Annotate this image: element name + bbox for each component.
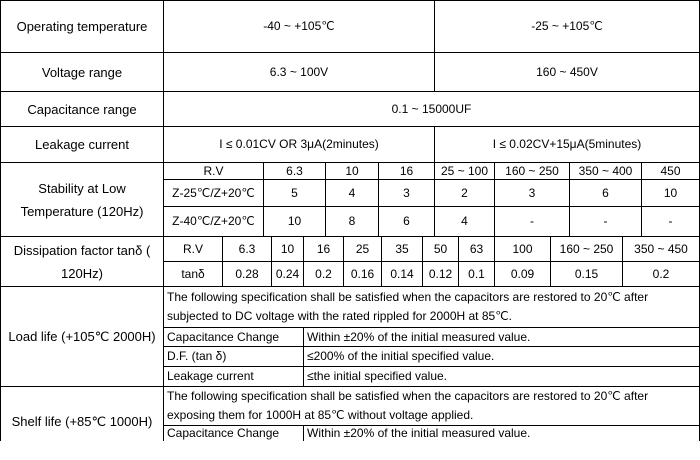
stability-row1-cell: 5	[291, 185, 298, 200]
stability-row2-cell: 6	[403, 214, 410, 228]
stability-row2-cell: -	[668, 214, 673, 228]
dissipation-value-cell: 0.28	[235, 266, 259, 281]
stability-row2-cell: 10	[287, 214, 302, 228]
dissipation-header-cell: 160 ~ 250	[559, 241, 614, 256]
stability-row2-cell: -	[603, 214, 608, 228]
stability-header-cell: 10	[345, 163, 359, 178]
dissipation-value-cell: 0.16	[350, 266, 375, 281]
row-label-load-life: Load life (+105℃ 2000H)	[8, 329, 156, 344]
dissipation-header-cell: 6.3	[238, 241, 256, 256]
stability-row2-cell: Z-40℃/Z+20℃	[172, 214, 255, 228]
load-life-item-name: D.F. (tan δ)	[167, 349, 227, 363]
dissipation-header-cell: 10	[280, 241, 295, 256]
load-life-item-value: ≤200% of the initial specified value.	[307, 349, 495, 363]
voltage-range-low: 6.3 ~ 100V	[269, 64, 329, 79]
dissipation-value-cell: tanδ	[181, 266, 205, 281]
stability-header-cell: 6.3	[286, 163, 303, 178]
dissipation-value-cell: 0.09	[510, 266, 535, 281]
load-life-item-name: Leakage current	[167, 369, 254, 383]
dissipation-value-cell: 0.2	[652, 266, 670, 281]
dissipation-header-cell: 16	[316, 241, 331, 256]
dissipation-value-cell: 0.14	[390, 266, 414, 281]
operating-temperature-high-voltage: -25 ~ +105℃	[531, 19, 603, 33]
dissipation-header-cell: 50	[433, 241, 448, 256]
dissipation-value-cell: 0.2	[315, 266, 332, 281]
leakage-current-high-voltage: I ≤ 0.02CV+15μA(5minutes)	[492, 137, 642, 151]
dissipation-header-cell: 63	[469, 241, 484, 256]
load-life-description: The following specification shall be satisfied when the capacitors are restored to 20℃ after subjected to DC voltage with the rated rippled for 2000H at 85℃.	[167, 290, 649, 323]
stability-header-cell: R.V	[203, 163, 224, 178]
stability-row1-cell: 6	[602, 185, 609, 200]
shelf-life-description: The following specification shall be satisfied when the capacitors are restored to 20℃ after exposing them for 1000H at 85℃ without voltage applied.	[167, 389, 649, 422]
stability-header-cell: 25 ~ 100	[440, 163, 489, 178]
dissipation-value-cell: 0.12	[428, 266, 453, 281]
row-label-voltage-range: Voltage range	[41, 64, 123, 80]
dissipation-header-cell: 350 ~ 450	[634, 241, 688, 256]
capacitance-range-value: 0.1 ~ 15000UF	[391, 101, 472, 116]
row-label-operating-temperature: Operating temperature	[16, 19, 148, 34]
stability-header-cell: 350 ~ 400	[578, 163, 633, 178]
load-life-item-name: Capacitance Change	[167, 329, 280, 344]
voltage-range-high: 160 ~ 450V	[536, 64, 598, 79]
load-life-item-value: ≤the initial specified value.	[307, 369, 447, 383]
row-label-dissipation-factor: Dissipation factor tanδ ( 120Hz)	[13, 242, 151, 281]
stability-row1-cell: 3	[528, 185, 536, 200]
shelf-life-item-value: Within ±20% of the initial measured value.	[307, 426, 531, 440]
dissipation-value-cell: 0.24	[275, 266, 300, 281]
stability-row2-cell: 8	[348, 214, 356, 228]
row-label-leakage-current: Leakage current	[35, 137, 129, 152]
stability-header-cell: 450	[660, 163, 681, 178]
stability-row2-cell: -	[530, 214, 534, 228]
stability-row1-cell: 2	[461, 185, 468, 200]
dissipation-header-cell: 35	[395, 241, 409, 256]
dissipation-header-cell: R.V	[182, 241, 203, 256]
dissipation-value-cell: 0.1	[468, 266, 485, 281]
stability-row2-cell: 4	[461, 214, 468, 228]
shelf-life-item-name: Capacitance Change	[167, 426, 280, 440]
row-label-capacitance-range: Capacitance range	[27, 101, 137, 117]
load-life-item-value: Within ±20% of the initial measured value.	[307, 329, 531, 344]
stability-row1-cell: 3	[403, 185, 410, 200]
row-label-shelf-life: Shelf life (+85℃ 1000H)	[11, 414, 153, 429]
stability-header-cell: 160 ~ 250	[505, 163, 559, 178]
dissipation-header-cell: 25	[355, 241, 370, 256]
dissipation-header-cell: 100	[512, 241, 533, 256]
stability-row1-cell: 4	[348, 185, 356, 200]
row-label-stability: Stability at Low Temperature (120Hz)	[20, 180, 144, 219]
stability-row1-cell: Z-25℃/Z+20℃	[172, 185, 255, 200]
stability-header-cell: 16	[399, 163, 414, 178]
dissipation-value-cell: 0.15	[574, 266, 599, 281]
operating-temperature-low-voltage: -40 ~ +105℃	[263, 19, 335, 33]
stability-row1-cell: 10	[663, 185, 678, 200]
leakage-current-low-voltage: I ≤ 0.01CV OR 3μA(2minutes)	[219, 137, 379, 151]
